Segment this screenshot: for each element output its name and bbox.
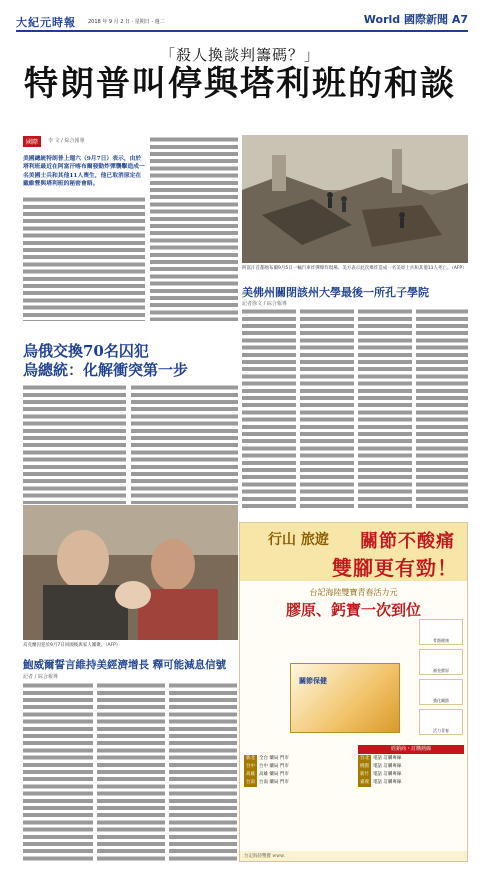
- dateline: 2018 年 9 月 2 日 · 星期日 · 週二: [88, 19, 165, 25]
- powell-body-col-3: [169, 682, 237, 862]
- ad-product-line: 台記海陸雙寶青春活力元: [309, 588, 398, 597]
- main-byline: 李 文 / 綜合報導: [48, 138, 85, 144]
- ad-contact-row: [244, 755, 356, 763]
- ad-brand: 行山 旅遊: [268, 532, 329, 548]
- college-byline: 記者徐文 / 綜合報導: [242, 301, 287, 307]
- prisoner-headline-1: 烏俄交換70名囚犯: [23, 342, 149, 360]
- masthead: [0, 0, 480, 40]
- college-body-col-1: [242, 308, 296, 508]
- main-headline: 特朗普叫停與塔利班的和談: [24, 64, 456, 104]
- college-body-col-4: [416, 308, 468, 508]
- masthead-rule: [16, 30, 468, 32]
- ad-contact-left: [244, 755, 356, 787]
- college-headline: 美佛州關閉該州大學最後一所孔子學院: [242, 286, 429, 299]
- ad-contact-section: [240, 746, 467, 851]
- ad-contact-text: 台南 藥局 門市: [259, 780, 289, 785]
- powell-body-col-1: [23, 682, 93, 862]
- ad-region-pill: 高雄: [246, 772, 255, 777]
- powell-headline: 鮑威爾誓言維持美經濟增長 釋可能減息信號: [23, 659, 227, 671]
- ad-contact-text: 電話 訂購專線: [373, 756, 402, 761]
- ad-region-pill: 台北: [360, 756, 369, 761]
- college-body-col-3: [358, 308, 412, 508]
- ad-region-pill: 桃園: [360, 764, 369, 769]
- college-body-col-2: [300, 308, 354, 508]
- main-lead: 美國總統特朗普上週六（9月7日）表示，由於塔利班最近在阿富汗喀布爾發動炸彈襲擊造成一名美國士兵和其他11人喪生，他已取消原定在戴維營與塔利班的秘密會晤。: [23, 156, 145, 187]
- ad-slogan-1: 關節不酸痛: [360, 531, 455, 552]
- main-kicker: 「殺人換談判籌碼？」: [159, 46, 320, 64]
- main-photo-caption: 阿富汗首都喀布爾9月5日一輛汽車炸彈爆炸現場。美方表示此次爆炸造成一名美軍士兵和其他11人死亡。（AFP）: [242, 266, 467, 271]
- prisoner-headline-2: 烏總統：化解衝突第一步: [23, 361, 189, 379]
- ad-contact-text: 電話 訂購專線: [373, 764, 402, 769]
- ad-contact-row: [244, 763, 356, 771]
- ad-contact-text: 電話 訂購專線: [373, 772, 402, 777]
- ad-slogan-2: 雙腳更有勁！: [332, 556, 458, 580]
- ad-contact-text: 台中 藥局 門市: [259, 764, 289, 769]
- explosion-site-image: [242, 135, 468, 263]
- ad-region-pill: 新北: [246, 756, 255, 761]
- newspaper-logo: 大紀元時報: [16, 16, 76, 29]
- powell-byline: 記者 / 綜合報導: [23, 674, 58, 680]
- ad-contact-text: 全台 藥局 門市: [259, 756, 289, 761]
- powell-body-col-2: [97, 682, 165, 862]
- ad-region-pill: 新竹: [360, 772, 369, 777]
- ad-contact-header: 經銷商・訂購熱線: [358, 745, 464, 754]
- prisoner-body-col-2: [131, 384, 238, 504]
- main-photo: [242, 135, 468, 263]
- ad-contact-row: [358, 779, 464, 787]
- ad-product-tagline: 膠原、鈣寶一次到位: [285, 601, 421, 619]
- ad-contact-row: [358, 755, 464, 763]
- prisoner-body-col-1: [23, 384, 126, 504]
- section-label: World 國際新聞 A7: [363, 13, 468, 26]
- prisoner-photo: [23, 505, 238, 640]
- ad-region-pill: 台中: [246, 764, 255, 769]
- ad-region-pill: 嘉義: [360, 780, 369, 785]
- ad-footer: 台記海陸雙寶 www.: [240, 851, 467, 862]
- main-body-col-2: [150, 136, 238, 321]
- ad-contact-text: 高雄 藥局 門市: [259, 772, 289, 777]
- ad-contact-right: [358, 755, 464, 787]
- section-tag: 國際: [23, 136, 41, 147]
- ad-contact-row: [358, 763, 464, 771]
- main-body-col-1: [23, 196, 145, 321]
- prisoner-photo-caption: 烏克蘭囚犯於9月7日回國後與家人團聚。（AFP）: [23, 643, 121, 648]
- health-supplement-ad: [239, 522, 468, 862]
- ad-contact-row: [244, 771, 356, 779]
- product-box-image: [290, 663, 400, 733]
- ad-region-pill: 台南: [246, 780, 255, 785]
- ad-contact-text: 電話 訂購專線: [373, 780, 402, 785]
- ad-side-item: 強化關節: [419, 679, 463, 705]
- ad-side-item: 骨骼健康: [419, 619, 463, 645]
- ad-contact-row: [244, 779, 356, 787]
- family-reunion-image: [23, 505, 238, 640]
- product-box-label: 關節保健: [299, 676, 327, 685]
- ad-contact-row: [358, 771, 464, 779]
- ad-side-panel: [419, 619, 463, 739]
- ad-side-item: 補充膠原: [419, 649, 463, 675]
- ad-side-item: 活力青春: [419, 709, 463, 735]
